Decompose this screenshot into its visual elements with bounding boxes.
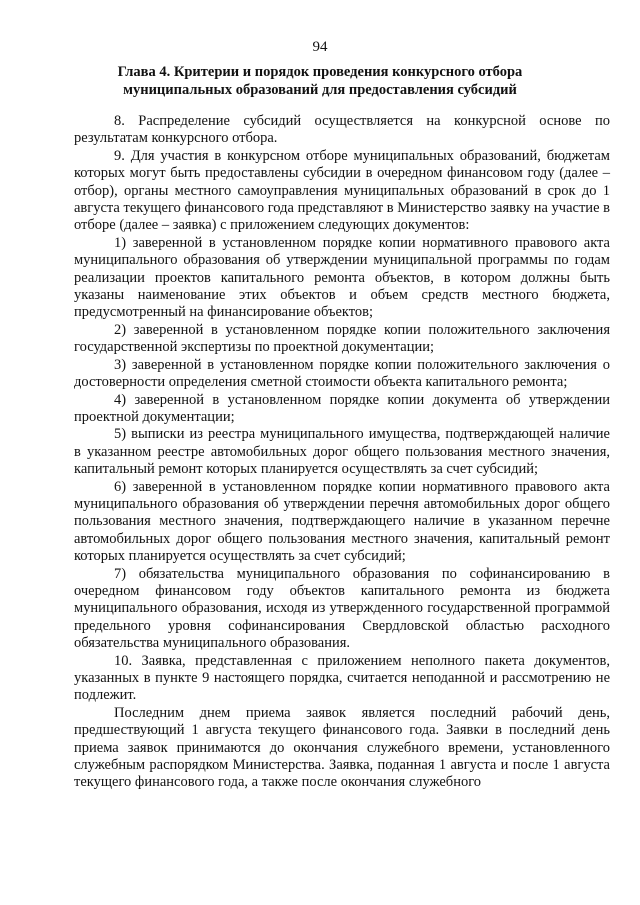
paragraph-10: 10. Заявка, представленная с приложением неполного пакета документов, указанных в пункте 9 настоящего порядка, считается неподанной и рассмотрению не подлежит. bbox=[74, 652, 610, 704]
paragraph-9: 9. Для участия в конкурсном отборе муниципальных образований, бюджетам которых могут быть предоставлены субсидии в очередном финансовом году (далее – отбор), органы местного самоуправления муниципальных образований в срок до 1 августа текущего финансового года представляют в Министерство заявку на участие в отборе (далее – заявка) с приложением следующих документов: bbox=[74, 147, 610, 234]
paragraph-8: 8. Распределение субсидий осуществляется на конкурсной основе по результатам конкурсного отбора. bbox=[74, 113, 610, 147]
list-item-6: 6) заверенной в установленном порядке копии нормативного правового акта муниципального образования об утверждении перечня автомобильных дорог общего пользования местного значения, подтверждающего наличие в указанном перечне автомобильных дорог общего пользования местного значения, капитальный ремонт которых планируется осуществлять за счет субсидий; bbox=[74, 478, 610, 565]
paragraph-deadline: Последним днем приема заявок является последний рабочий день, предшествующий 1 августа текущего финансового года. Заявки в последний день приема заявок принимаются до окончания служебного времени, установленного служебным распорядком Министерства. Заявка, поданная 1 августа и после 1 августа текущего финансового года, а также после окончания служебного bbox=[74, 704, 610, 791]
list-item-7: 7) обязательства муниципального образования по софинансированию в очередном финансовом году объектов капитального ремонта из бюджета муниципального образования, исходя из утвержденного государственной программой предельного уровня софинансирования Свердловской областью расходного обязательства муниципального образования. bbox=[74, 565, 610, 652]
page-number: 94 bbox=[312, 39, 328, 55]
list-item-3: 3) заверенной в установленном порядке копии положительного заключения о достоверности определения сметной стоимости объекта капитального ремонта; bbox=[74, 356, 610, 391]
list-item-1: 1) заверенной в установленном порядке копии нормативного правового акта муниципального образования об утверждении муниципальной программы по годам реализации проектов капитального ремонта объектов, в котором должны быть указаны наименование этих объектов и объем средств местного бюджета, предусмотренный на финансирование объектов; bbox=[74, 234, 610, 321]
list-item-4: 4) заверенной в установленном порядке копии документа об утверждении проектной документации; bbox=[74, 391, 610, 425]
document-body bbox=[74, 113, 610, 792]
list-item-5: 5) выписки из реестра муниципального имущества, подтверждающей наличие в указанном реестре автомобильных дорог общего пользования местного значения, капитальный ремонт которых планируется осуществлять за счет субсидий; bbox=[74, 426, 610, 478]
chapter-title-line-1: Глава 4. Критерии и порядок проведения конкурсного отбора bbox=[117, 64, 523, 80]
list-item-2: 2) заверенной в установленном порядке копии положительного заключения государственной экспертизы по проектной документации; bbox=[74, 321, 610, 356]
chapter-title-line-2: муниципальных образований для предоставления субсидий bbox=[123, 82, 517, 98]
chapter-title bbox=[60, 63, 580, 99]
